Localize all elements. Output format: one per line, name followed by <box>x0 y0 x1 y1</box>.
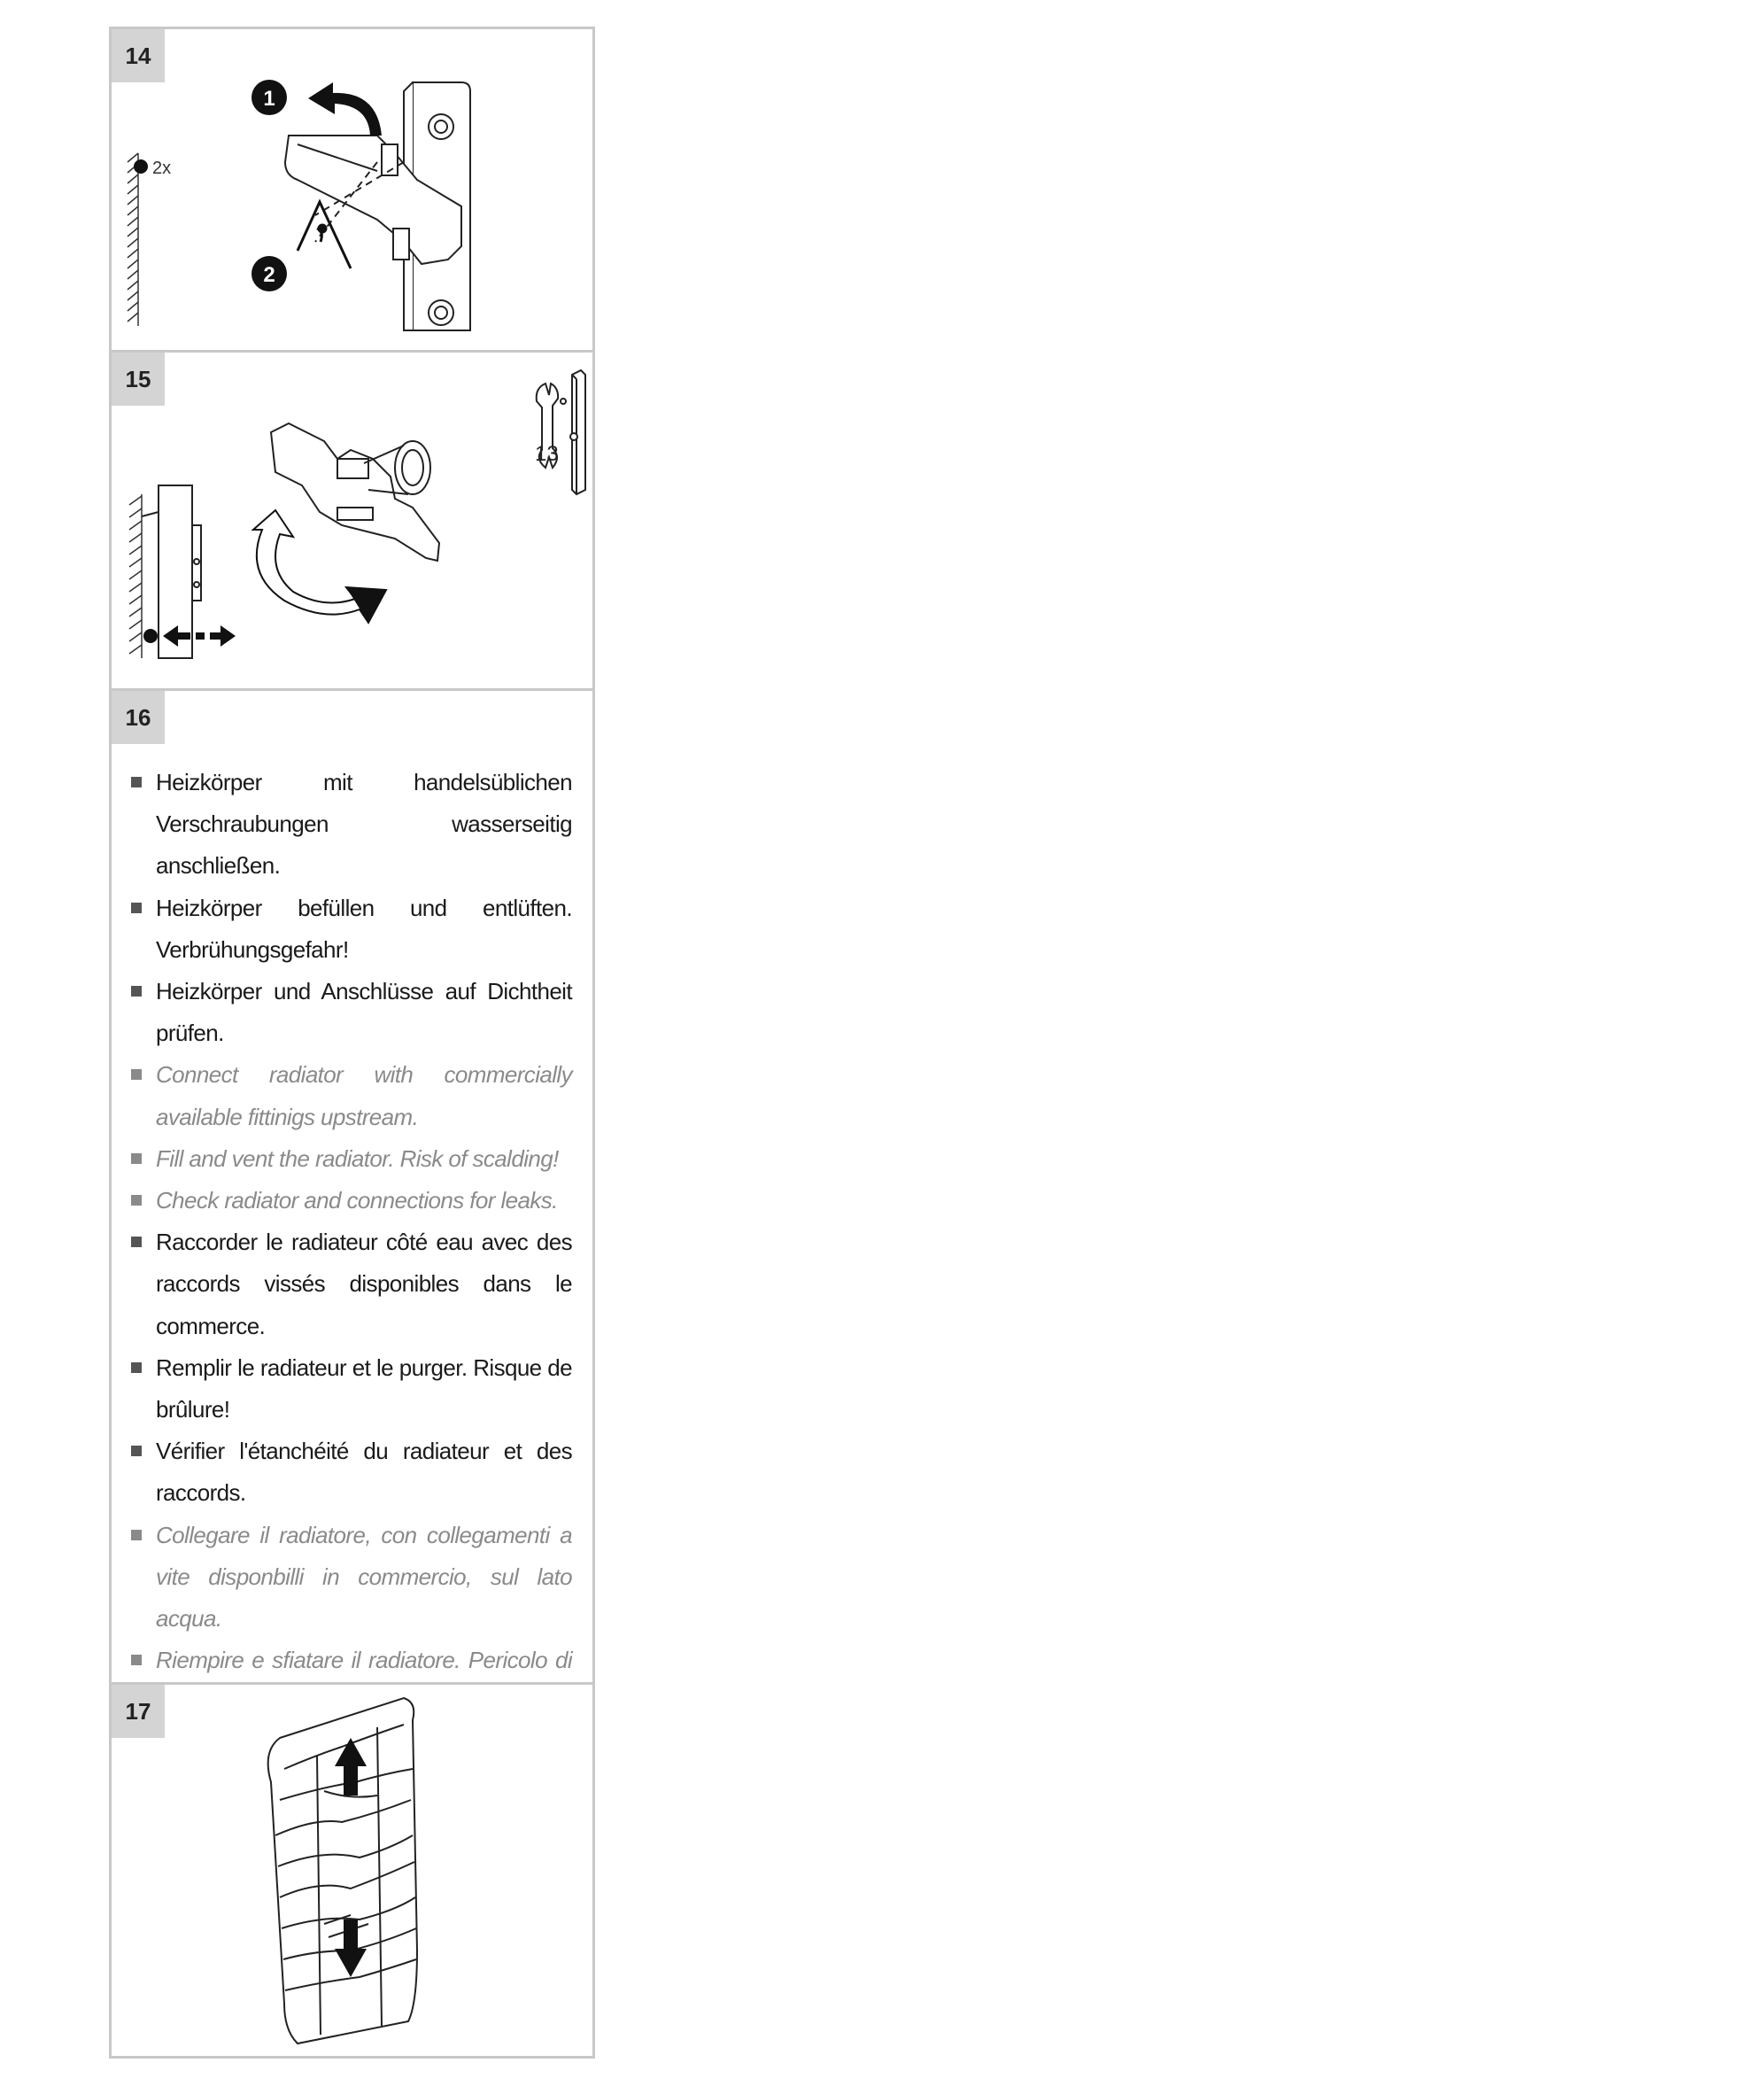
instruction-item-it-1: Collegare il radiatore, con collegamenti a vite disponbilli in commercio, sul lato acqua. <box>129 1515 572 1640</box>
screw-point-icon <box>134 159 148 174</box>
wrapped-radiator <box>268 1698 417 2044</box>
instruction-item-fr-3: Vérifier l'étanchéité du radiateur et des raccords. <box>129 1431 572 1514</box>
step-17-panel <box>109 1682 595 2059</box>
instruction-item-en-2: Fill and vent the radiator. Risk of scalding! <box>129 1138 572 1180</box>
step-number: 17 <box>112 1685 165 1738</box>
instruction-item-de-2: Heizkörper befüllen und entlüften. Verbrühungsgefahr! <box>129 888 572 971</box>
step-14-illustration <box>112 29 598 355</box>
wall-hatch <box>128 153 138 326</box>
instruction-item-de-1: Heizkörper mit handelsüblichen Verschraubungen wasserseitig anschließen. <box>129 762 572 888</box>
wrench-size-label: 13 <box>535 442 559 466</box>
wrench-icon <box>537 370 585 494</box>
rotate-arrow-icon <box>308 82 382 136</box>
sliding-clamp <box>271 423 439 561</box>
step-15-panel <box>109 350 595 691</box>
svg-text:2: 2 <box>263 263 275 287</box>
instruction-list <box>129 762 572 1807</box>
count-label: 2x <box>152 159 172 178</box>
step-number: 15 <box>112 353 165 406</box>
instruction-item-fr-2: Remplir le radiateur et le purger. Risque de brûlure! <box>129 1347 572 1431</box>
step-14-panel <box>109 27 595 353</box>
step-number: 16 <box>112 691 165 744</box>
instruction-item-it-2: Riempire e sfiatare il radiatore. Pericolo di <box>129 1640 572 1723</box>
svg-text:1: 1 <box>263 87 275 111</box>
instruction-item-fr-1: Raccorder le radiateur côté eau avec des raccords vissés disponibles dans le commerce. <box>129 1222 572 1347</box>
step-16-panel <box>109 688 595 1685</box>
step-number: 14 <box>112 29 165 82</box>
step-17-illustration <box>112 1685 598 2061</box>
eye-icon <box>298 202 351 268</box>
step-15-illustration <box>112 353 598 694</box>
instruction-item-en-1: Connect radiator with commercially available fittinigs upstream. <box>129 1054 572 1137</box>
distance-arrow-icon <box>163 625 236 647</box>
wall-hatch <box>129 494 142 658</box>
instruction-item-en-3: Check radiator and connections for leaks. <box>129 1180 572 1222</box>
instruction-item-de-3: Heizkörper und Anschlüsse auf Dichtheit prüfen. <box>129 971 572 1054</box>
contact-point-icon <box>143 629 158 643</box>
